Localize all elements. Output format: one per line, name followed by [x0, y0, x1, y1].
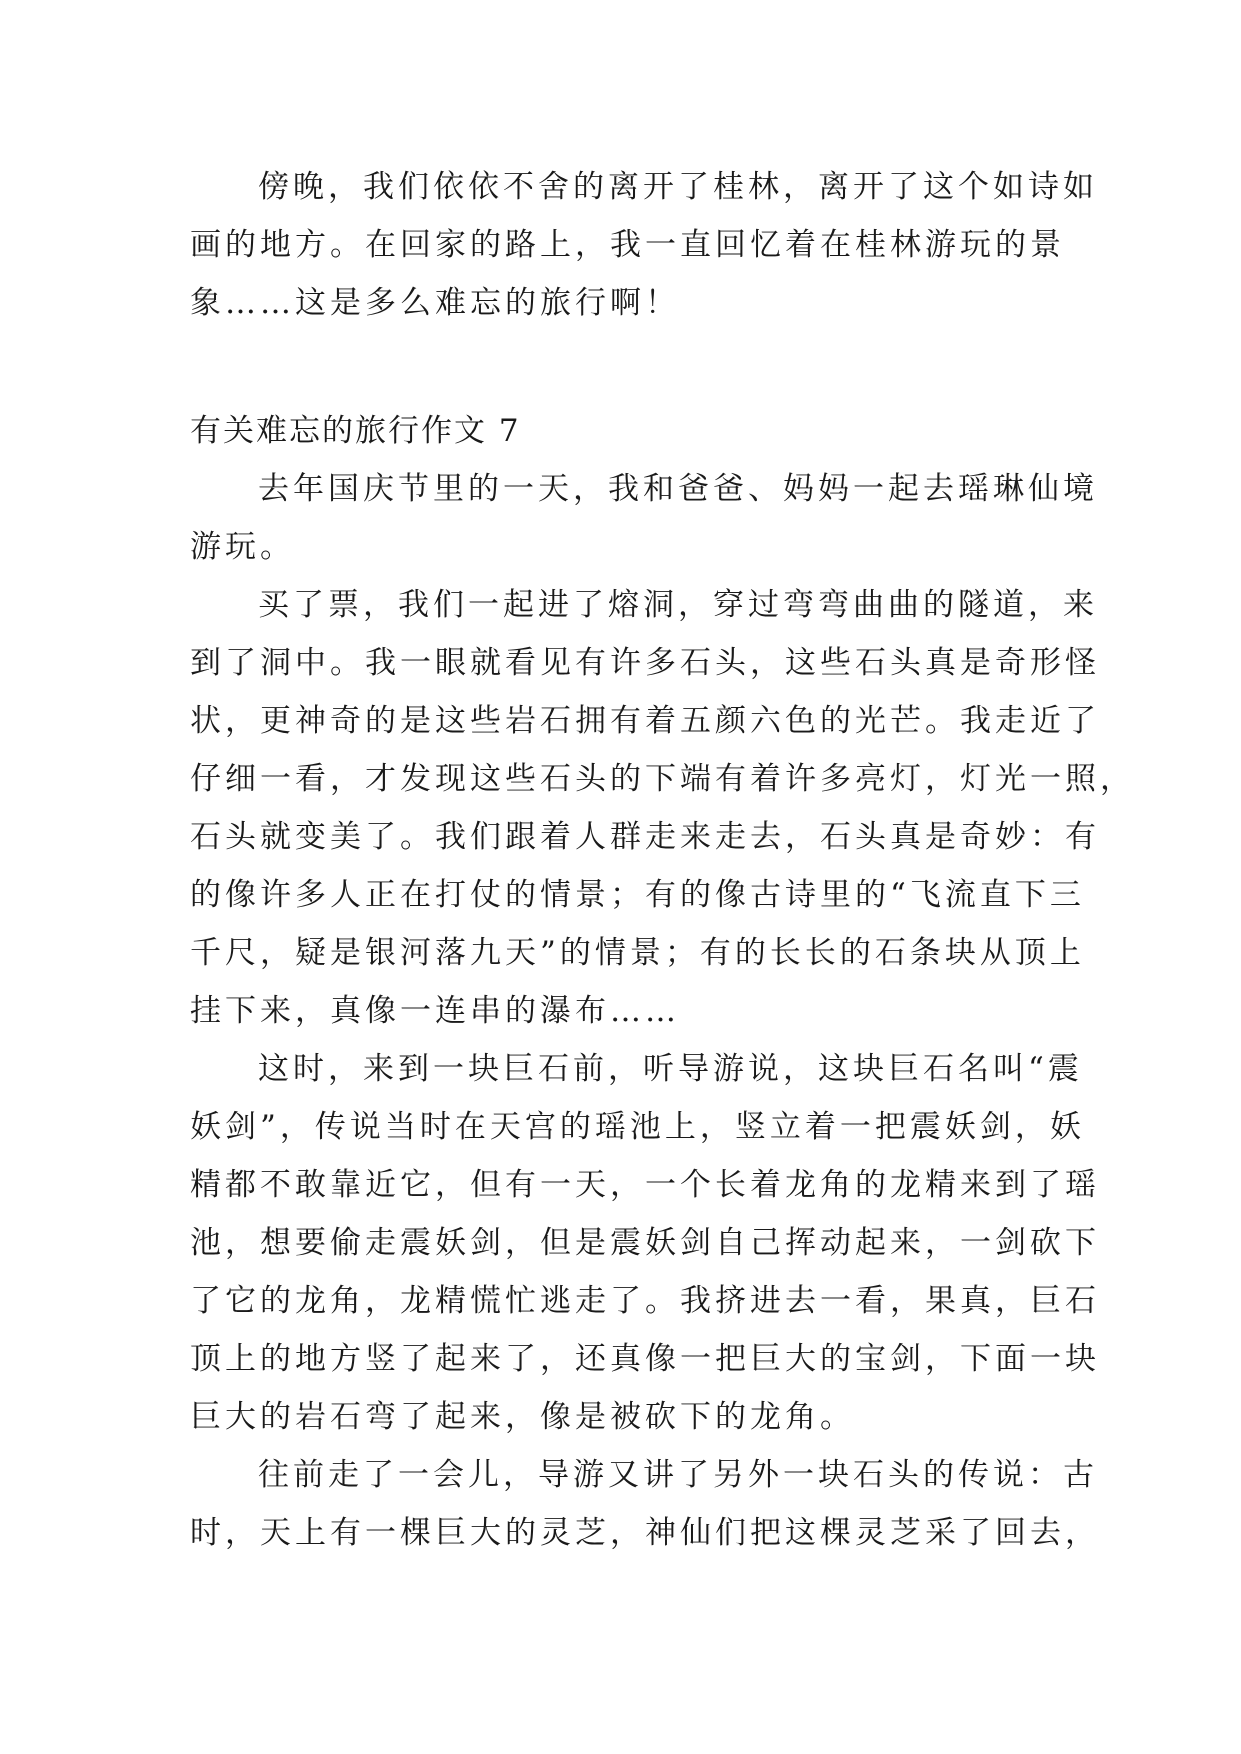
text-line: 千尺，疑是银河落九天”的情景；有的长长的石条块从顶上 — [190, 935, 1085, 971]
text-line: 这时，来到一块巨石前，听导游说，这块巨石名叫“震 — [258, 1051, 1083, 1087]
paragraph — [190, 460, 1098, 576]
text-line: 挂下来，真像一连串的瀑布…… — [190, 993, 680, 1029]
text-line: 顶上的地方竖了起来了，还真像一把巨大的宝剑，下面一块 — [190, 1341, 1100, 1377]
text-line: 到了洞中。我一眼就看见有许多石头，这些石头真是奇形怪 — [190, 645, 1100, 681]
text-line: 妖剑”，传说当时在天宫的瑶池上，竖立着一把震妖剑，妖 — [190, 1109, 1085, 1145]
text-line: 象……这是多么难忘的旅行啊！ — [190, 285, 680, 321]
text-line: 画的地方。在回家的路上，我一直回忆着在桂林游玩的景 — [190, 227, 1065, 263]
text-line: 了它的龙角，龙精慌忙逃走了。我挤进去一看，果真，巨石 — [190, 1283, 1100, 1319]
text-line: 时，天上有一棵巨大的灵芝，神仙们把这棵灵芝采了回去， — [190, 1515, 1100, 1551]
paragraph — [190, 1040, 1100, 1446]
section-gap — [190, 332, 1058, 402]
paragraph — [190, 158, 1098, 332]
text-line: 状，更神奇的是这些岩石拥有着五颜六色的光芒。我走近了 — [190, 703, 1100, 739]
paragraph — [190, 576, 1135, 1040]
text-line: 买了票，我们一起进了熔洞，穿过弯弯曲曲的隧道，来 — [258, 587, 1098, 623]
text-line: 傍晚，我们依依不舍的离开了桂林，离开了这个如诗如 — [258, 169, 1098, 205]
text-line: 往前走了一会儿，导游又讲了另外一块石头的传说：古 — [258, 1457, 1098, 1493]
text-line: 去年国庆节里的一天，我和爸爸、妈妈一起去瑶琳仙境 — [258, 471, 1098, 507]
paragraph — [190, 1446, 1100, 1562]
text-line: 游玩。 — [190, 529, 295, 565]
text-line: 巨大的岩石弯了起来，像是被砍下的龙角。 — [190, 1399, 855, 1435]
text-line: 的像许多人正在打仗的情景；有的像古诗里的“飞流直下三 — [190, 877, 1085, 913]
text-line: 仔细一看，才发现这些石头的下端有着许多亮灯，灯光一照， — [190, 761, 1135, 797]
text-line: 石头就变美了。我们跟着人群走来走去，石头真是奇妙：有 — [190, 819, 1100, 855]
document-body — [190, 158, 1135, 1562]
text-line: 精都不敢靠近它，但有一天，一个长着龙角的龙精来到了瑶 — [190, 1167, 1100, 1203]
text-line: 池，想要偷走震妖剑，但是震妖剑自己挥动起来，一剑砍下 — [190, 1225, 1100, 1261]
section-heading: 有关难忘的旅行作文 7 — [190, 413, 521, 449]
